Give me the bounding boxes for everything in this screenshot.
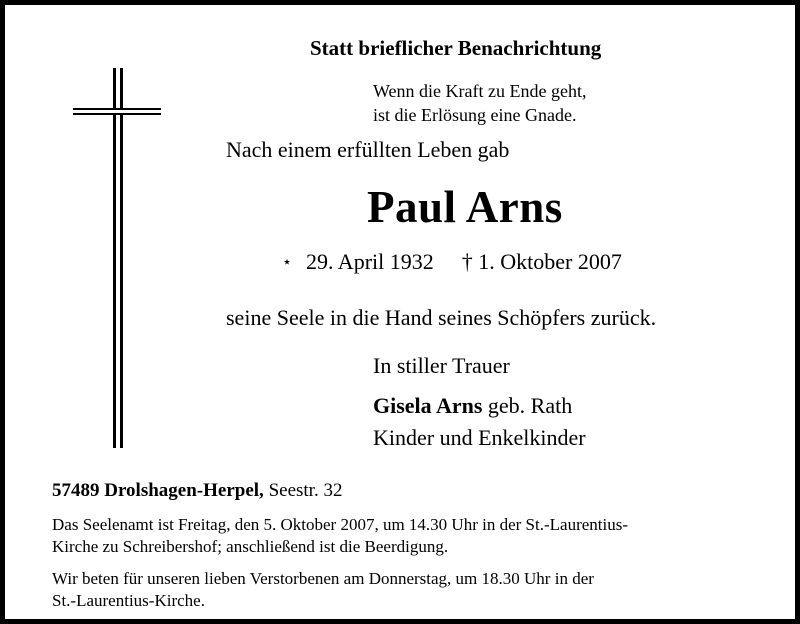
mourner-name	[373, 393, 572, 419]
address-city: 57489 Drolshagen-Herpel,	[52, 480, 264, 501]
birth-star-icon: ⋆	[282, 254, 293, 271]
prayer-note-line-1: Wir beten für unseren lieben Verstorbenen am Donnerstag, um 18.30 Uhr in der	[52, 569, 594, 588]
intro-text: Nach einem erfüllten Leben gab	[226, 137, 510, 162]
mourning-intro: In stiller Trauer	[373, 353, 510, 378]
address-street: Seestr. 32	[263, 480, 343, 501]
birth-date: 29. April 1932	[306, 249, 434, 274]
mourner-name-bold: Gisela Arns	[373, 393, 483, 418]
mourner-family: Kinder und Enkelkinder	[373, 425, 586, 450]
notice-header: Statt brieflicher Benachrichtung	[310, 36, 602, 60]
death-date: 1. Oktober 2007	[478, 249, 622, 274]
cross-icon-joint	[116, 110, 120, 113]
soul-line: seine Seele in die Hand seines Schöpfers zurück.	[226, 305, 657, 330]
mourner-name-suffix: geb. Rath	[482, 393, 573, 418]
mass-note-line-2: Kirche zu Schreibershof; anschließend ist die Beerdigung.	[52, 537, 449, 556]
life-dates	[282, 249, 622, 275]
deceased-name: Paul Arns	[367, 182, 563, 232]
prayer-note-line-2: St.-Laurentius-Kirche.	[52, 591, 205, 610]
motto-line-1: Wenn die Kraft zu Ende geht,	[373, 81, 587, 101]
motto-line-2: ist die Erlösung eine Gnade.	[373, 105, 577, 125]
death-cross-icon: †	[461, 249, 473, 274]
address	[52, 480, 342, 502]
cross-icon	[113, 68, 123, 448]
mass-note-line-1: Das Seelenamt ist Freitag, den 5. Oktober 2007, um 14.30 Uhr in der St.-Laurentius-	[52, 515, 628, 534]
